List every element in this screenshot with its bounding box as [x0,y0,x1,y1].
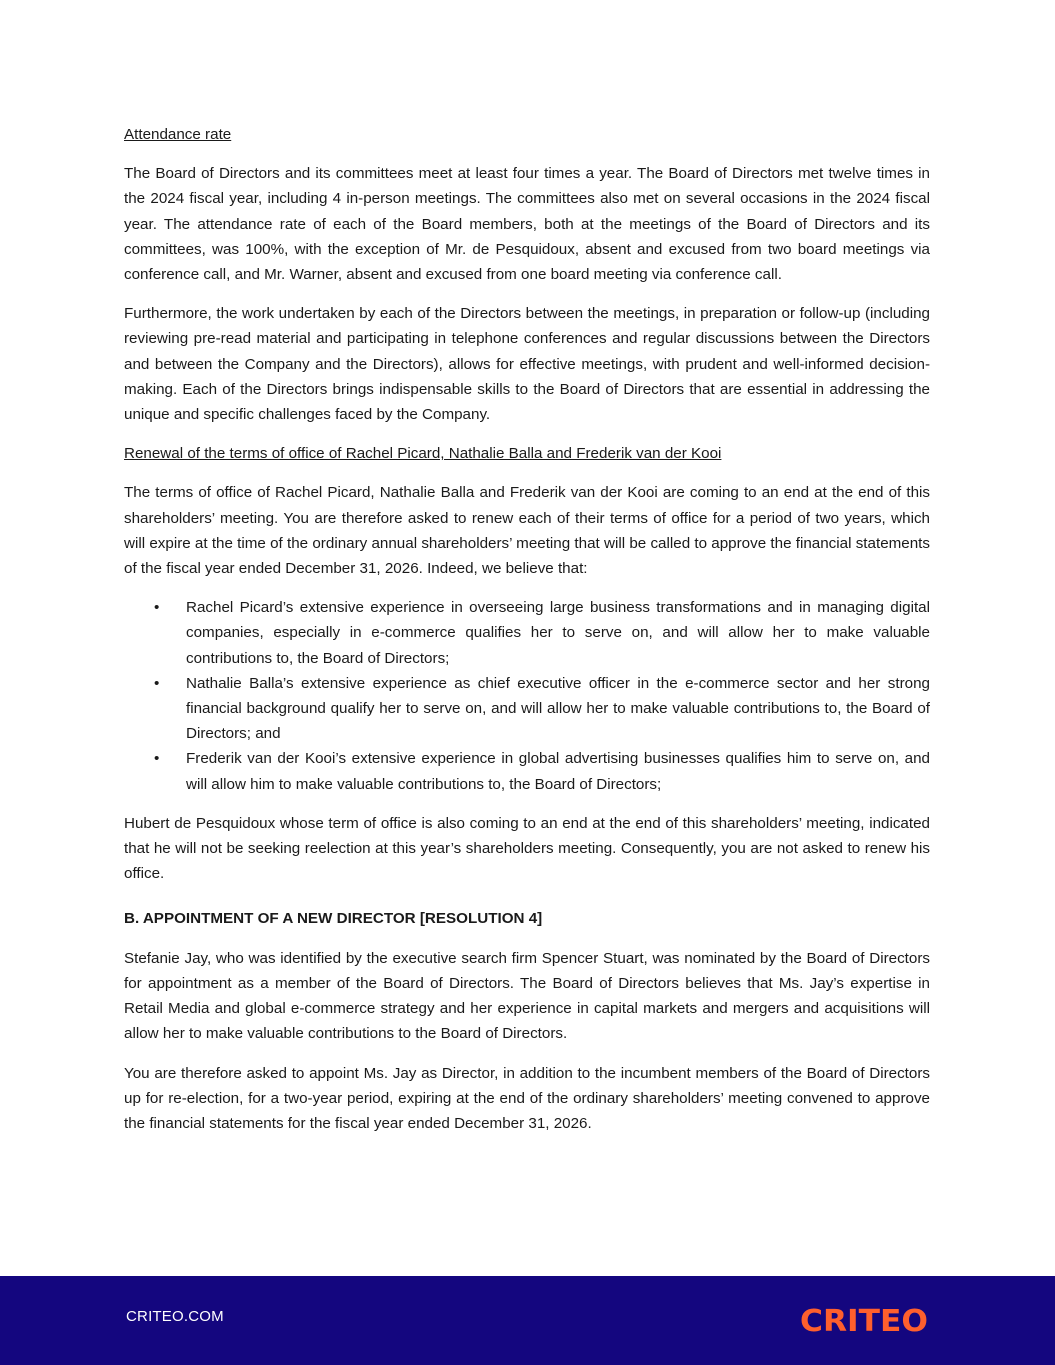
footer-url-link[interactable]: CRITEO.COM [126,1308,224,1325]
attendance-paragraph-2: Furthermore, the work undertaken by each of the Directors between the meetings, in preparation or follow-up (including reviewing pre-read material and participating in telephone conferences and regular discussions between the Directors and between the Company and the Directors), allows for effective meetings, with prudent and well-informed decision-making. Each of the Directors brings indispensable skills to the Board of Directors that are essential in addressing the unique and specific challenges faced by the Company. [124,305,930,424]
document-body [124,122,930,1150]
page-footer [0,1276,1055,1365]
logo-wordmark: CRITEO [800,1305,928,1335]
bullet-icon: • [154,750,160,768]
attendance-paragraph-1: The Board of Directors and its committees meet at least four times a year. The Board of Directors met twelve times in the 2024 fiscal year, including 4 in-person meetings. The committees also met on several occasions in the 2024 fiscal year. The attendance rate of each of the Board members, both at the meetings of the Board of Directors and its committees, was 100%, with the exception of Mr. de Pesquidoux, absent and excused from two board meetings via conference call, and Mr. Warner, absent and excused from one board meeting via conference call. [124,165,930,284]
bullet-text: Frederik van der Kooi’s extensive experience in global advertising businesses qualifies him to serve on, and will allow him to make valuable contributions to, the Board of Directors; [186,750,930,793]
list-item [124,595,930,671]
list-item [124,671,930,747]
appointment-heading: B. APPOINTMENT OF A NEW DIRECTOR [RESOLUTION 4] [124,910,543,928]
bullet-text: Rachel Picard’s extensive experience in overseeing large business transformations and in managing digital companies, especially in e-commerce qualifies her to serve on, and will allow her to make valuable contributions to, the Board of Directors; [186,599,930,667]
renewal-paragraph-1: The terms of office of Rachel Picard, Nathalie Balla and Frederik van der Kooi are coming to an end at the end of this shareholders’ meeting. You are therefore asked to renew each of their terms of office for a period of two years, which will expire at the time of the ordinary annual shareholders’ meeting that will be called to approve the financial statements of the fiscal year ended December 31, 2026. Indeed, we believe that: [124,484,930,578]
appointment-paragraph-2: You are therefore asked to appoint Ms. Jay as Director, in addition to the incumbent members of the Board of Directors up for re-election, for a two-year period, expiring at the end of the ordinary shareholders’ meeting convened to approve the financial statements for the fiscal year ended December 31, 2026. [124,1064,930,1132]
attendance-heading: Attendance rate [124,126,232,143]
renewal-bullet-list [124,595,930,797]
renewal-heading: Renewal of the terms of office of Rachel Picard, Nathalie Balla and Frederik van der Kooi [124,445,722,463]
criteo-logo [800,1305,930,1335]
bullet-icon: • [154,599,160,617]
list-item [124,746,930,796]
renewal-paragraph-2: Hubert de Pesquidoux whose term of office is also coming to an end at the end of this shareholders’ meeting, indicated that he will not be seeking reelection at this year’s shareholders meeting. Consequently, you are not asked to renew his office. [124,814,930,883]
appointment-paragraph-1: Stefanie Jay, who was identified by the executive search firm Spencer Stuart, was nominated by the Board of Directors for appointment as a member of the Board of Directors. The Board of Directors believes that Ms. Jay’s expertise in Retail Media and global e-commerce strategy and her experience in capital markets and mergers and acquisitions will allow her to make valuable contributions to the Board of Directors. [124,949,930,1043]
bullet-icon: • [154,674,160,692]
bullet-text: Nathalie Balla’s extensive experience as chief executive officer in the e-commerce sector and her strong financial background qualify her to serve on, and will allow her to make valuable contributions to, the Board of Directors; and [186,674,930,743]
